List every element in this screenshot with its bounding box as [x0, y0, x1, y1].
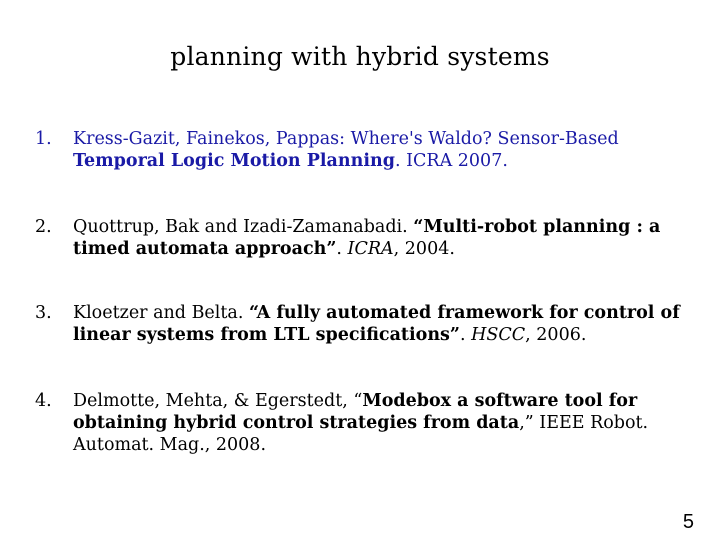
reference-venue: ICRA	[347, 239, 394, 259]
reference-1	[35, 128, 705, 172]
reference-venue: ICRA 2007.	[406, 151, 508, 171]
reference-body: Kress-Gazit, Fainekos, Pappas: Where's Waldo? Sensor-Based Temporal Logic Motion Planning. ICRA 2007.	[73, 129, 619, 171]
reference-number: 1.	[35, 129, 52, 149]
reference-year: , 2006.	[525, 325, 587, 345]
reference-number: 2.	[35, 217, 52, 237]
reference-authors: Kloetzer and Belta.	[73, 303, 244, 323]
reference-2	[35, 216, 705, 260]
reference-title: “A fully automated framework for control of linear systems from LTL specifications”	[73, 303, 680, 345]
reference-venue: ,” IEEE Robot. Automat. Mag., 2008.	[73, 413, 649, 455]
reference-body	[73, 390, 705, 456]
reference-title: Modebox a software tool for obtaining hybrid control strategies from data	[73, 391, 638, 433]
reference-body: Kloetzer and Belta. “A fully automated framework for control of linear systems from LTL specifications”. HSCC, 2006.	[73, 303, 680, 345]
slide-title: planning with hybrid systems	[170, 42, 550, 71]
reference-number: 4.	[35, 391, 52, 411]
reference-title: “Multi-robot planning : a timed automata approach”	[73, 217, 661, 259]
reference-title: Temporal Logic Motion Planning	[73, 151, 395, 171]
reference-authors: Delmotte, Mehta, & Egerstedt, “	[73, 391, 363, 411]
page-number: 5	[682, 511, 694, 533]
reference-3	[35, 302, 705, 346]
reference-4	[35, 390, 705, 456]
reference-authors: Kress-Gazit, Fainekos, Pappas: Where's Waldo? Sensor-Based	[73, 129, 619, 149]
reference-number: 3.	[35, 303, 52, 323]
reference-venue: HSCC	[471, 325, 526, 345]
reference-year: , 2004.	[393, 239, 455, 259]
reference-body: Quottrup, Bak and Izadi-Zamanabadi. “Multi-robot planning : a timed automata approach”. ICRA, 2004.	[73, 217, 661, 259]
reference-authors: Quottrup, Bak and Izadi-Zamanabadi.	[73, 217, 408, 237]
